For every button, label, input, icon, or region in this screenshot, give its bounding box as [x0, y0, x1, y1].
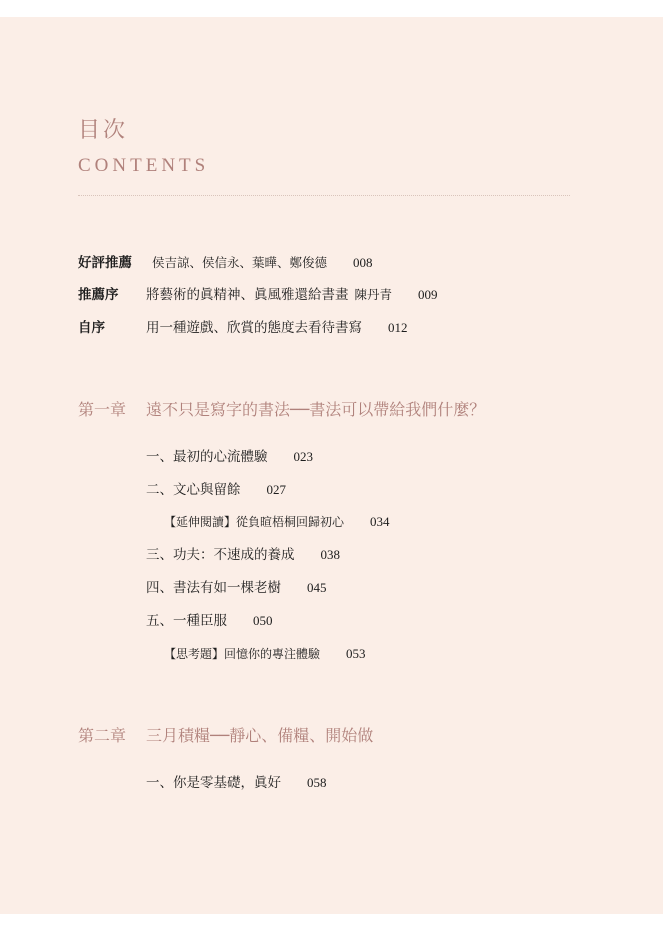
- toc-section[interactable]: [146, 478, 286, 498]
- toc-entry-recommendations[interactable]: [78, 251, 373, 271]
- section-text: 五、一種臣服: [146, 613, 227, 629]
- entry-label: 自序: [78, 320, 105, 336]
- toc-section[interactable]: [146, 445, 313, 465]
- toc-section[interactable]: [146, 543, 340, 563]
- chapter-2-heading[interactable]: [78, 723, 374, 746]
- book-page: [0, 17, 663, 914]
- section-text: 三、功夫：不速成的養成: [146, 547, 295, 563]
- section-page: 045: [307, 580, 327, 595]
- toc-section[interactable]: [146, 576, 327, 596]
- entry-page: 012: [388, 320, 408, 335]
- section-text: 二、文心與留餘: [146, 482, 241, 498]
- section-page: 053: [346, 646, 366, 661]
- entry-text: 侯吉諒、侯信永、葉曄、鄭俊德: [152, 255, 328, 270]
- toc-subsection[interactable]: [164, 513, 390, 530]
- entry-text: 將藝術的眞精神、眞風雅還給書畫: [146, 287, 349, 303]
- entry-page: 008: [353, 255, 373, 270]
- section-text: 【思考題】回憶你的專注體驗: [164, 647, 321, 661]
- chapter-number: 第一章: [78, 400, 127, 419]
- chapter-1-heading[interactable]: [78, 397, 486, 420]
- toc-section[interactable]: [146, 771, 327, 791]
- section-page: 023: [293, 449, 313, 464]
- entry-page: 009: [418, 287, 438, 302]
- entry-author: 陳丹青: [354, 287, 393, 302]
- section-page: 038: [320, 547, 340, 562]
- section-text: 一、你是零基礎，眞好: [146, 775, 281, 791]
- entry-text: 用一種遊戲、欣賞的態度去看待書寫: [146, 320, 362, 336]
- toc-entry-foreword[interactable]: [78, 283, 438, 303]
- section-page: 058: [307, 775, 327, 790]
- toc-title-english: CONTENTS: [78, 155, 210, 176]
- chapter-title: 三月積糧──靜心、備糧、開始做: [146, 726, 374, 745]
- section-text: 一、最初的心流體驗: [146, 449, 268, 465]
- section-text: 四、書法有如一棵老樹: [146, 580, 281, 596]
- toc-title-chinese: 目次: [78, 118, 129, 143]
- entry-label: 推薦序: [78, 287, 119, 303]
- toc-subsection[interactable]: [164, 645, 366, 662]
- section-page: 050: [253, 613, 273, 628]
- toc-entry-preface[interactable]: [78, 316, 408, 336]
- entry-label: 好評推薦: [78, 255, 132, 271]
- section-text: 【延伸閱讀】從負暄梧桐回歸初心: [164, 515, 345, 529]
- section-page: 027: [266, 482, 286, 497]
- section-page: 034: [370, 514, 390, 529]
- toc-section[interactable]: [146, 609, 273, 629]
- chapter-number: 第二章: [78, 726, 127, 745]
- dotted-divider: [78, 195, 570, 196]
- chapter-title: 遠不只是寫字的書法──書法可以帶給我們什麼？: [146, 400, 486, 419]
